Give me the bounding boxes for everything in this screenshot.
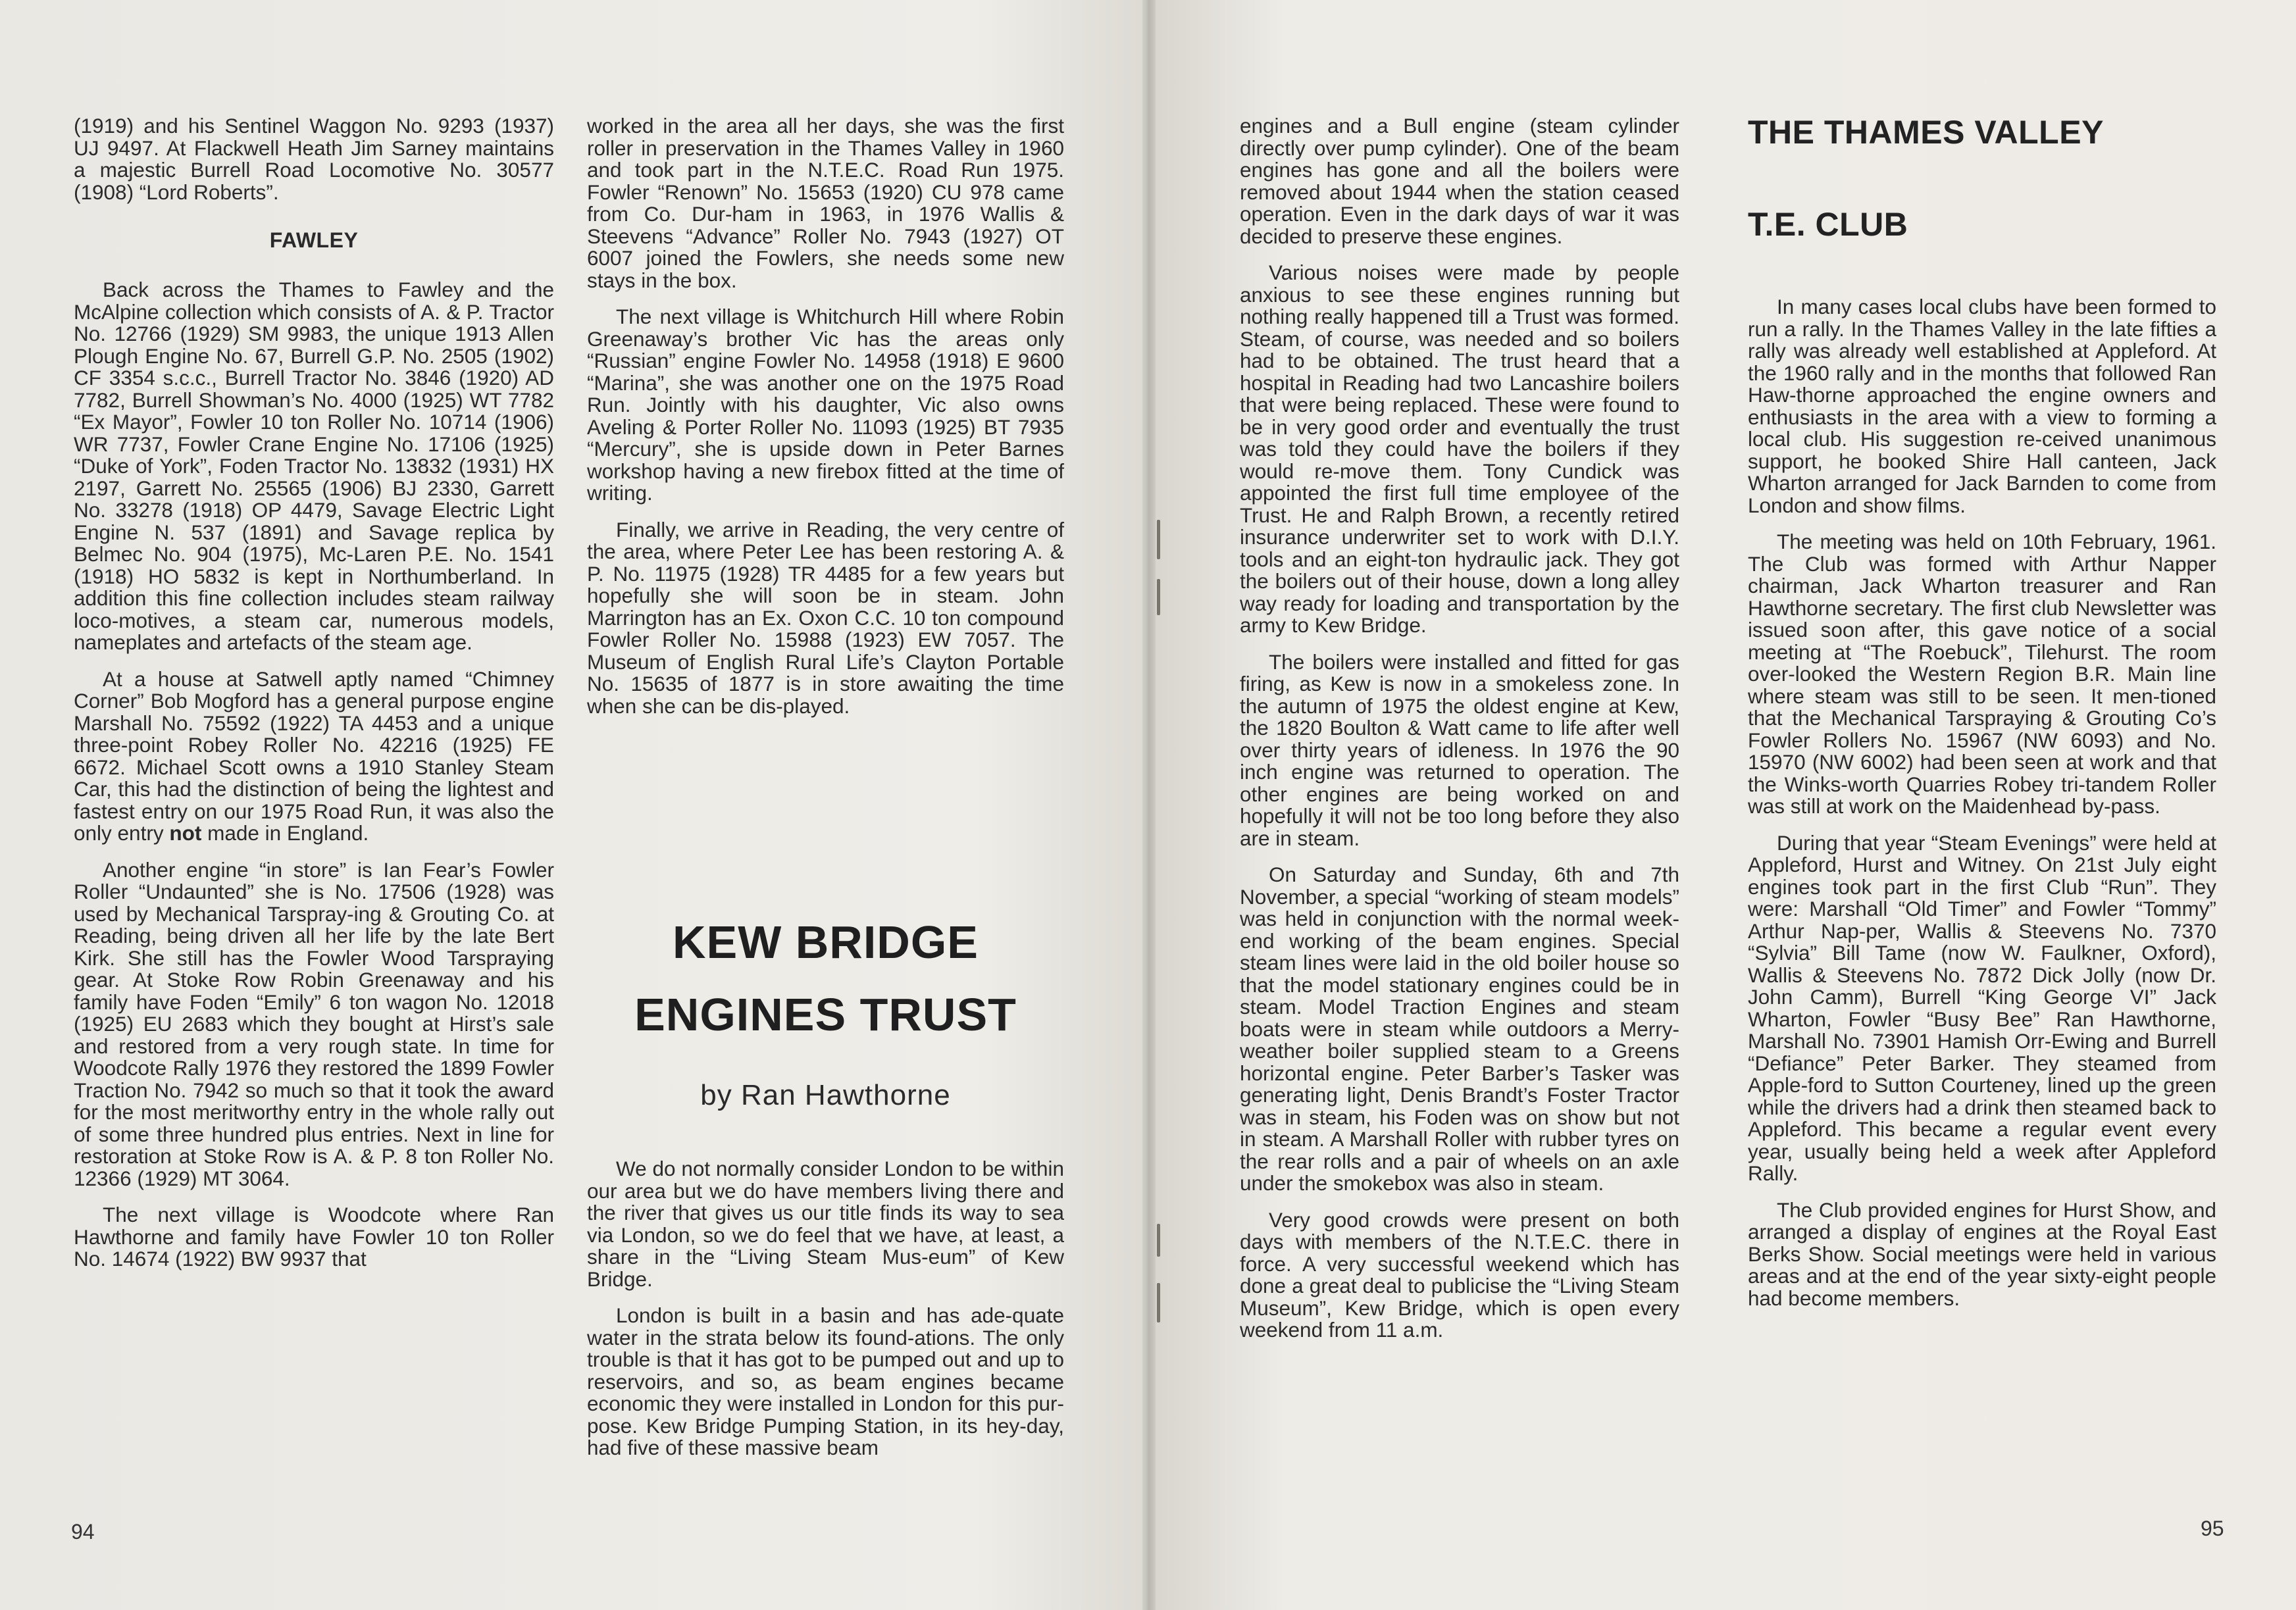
paragraph: London is built in a basin and has ade-quate water in the strata below its found-ations. The only trouble is that it has got to be pumped out and up to reservoirs, and so, as beam engines became economic they were installed in London for this pur-pose. Kew Bridge Pumping Station, in its hey-day, had five of these massive beam [587,1303,1064,1459]
left-page-column-1 [74,115,554,1285]
text-run: At a house at Satwell aptly named “Chimney Corner” Bob Mogford has a general purpose engine Marshall No. 75592 (1922) TA 4453 and a unique three-point Robey Roller No. 42216 (1925) FE 6672. Michael Scott owns a 1910 Stanley Steam Car, this had the distinction of being the lightest and fastest entry on our 1975 Road Run, it was also the only entry [74,667,554,845]
section-heading-fawley: FAWLEY [269,228,359,252]
text-run: made in England. [207,821,369,845]
paragraph: Back across the Thames to Fawley and the McAlpine collection which consists of A. & P. Tractor No. 12766 (1929) SM 9983, the unique 1913 Allen Plough Engine No. 67, Burrell G.P. No. 2505 (1902) CF 3354 s.c.c., Burrell Tractor No. 3846 (1920) AD 7782, Burrell Showman’s No. 4000 (1925) WT 7782 “Ex Mayor”, Fowler 10 ton Roller No. 10714 (1906) WR 7737, Fowler Crane Engine No. 17106 (1925) “Duke of York”, Foden Tractor No. 13832 (1931) HX 2197, Garrett No. 25565 (1906) BJ 2330, Garrett No. 33278 (1918) OP 4479, Savage Electric Light Engine N. 537 (1891) and Savage replica by Belmec No. 904 (1975), Mc-Laren P.E. No. 1541 (1918) HO 5832 is kept in Northumberland. In addition this fine collection includes steam railway loco-motives, a steam car, numerous models, nameplates and artefacts of the steam age. [74,278,554,654]
paragraph: The next village is Woodcote where Ran Hawthorne and family have Fowler 10 ton Roller No. 14674 (1922) BW 9937 that [74,1203,554,1270]
left-page-column-2-top [587,115,1064,732]
paragraph: During that year “Steam Evenings” were held at Appleford, Hurst and Witney. On 21st July eight engines took part in the first Club “Run”. They were: Marshall “Old Timer” and Fowler “Tommy” Arthur Nap-per, Wallis & Steevens No. 7370 “Sylvia” Bill Tame (now W. Faulkner, Oxford), Wallis & Steevens No. 7872 Dick Jolly (now Dr. John Camm), Burrell “King George VI” Jack Wharton, Fowler “Busy Bee” Ran Hawthorne, Marshall No. 73901 Hamish Orr-Ewing and Burrell “Defiance” Peter Barker. They steamed from Apple-ford to Sutton Courteney, lined up the green while the drivers had a drink then steamed back to Appleford. This became a regular event every year, usually being held a week after Appleford Rally. [1748,830,2216,1185]
page-number-left: 94 [71,1520,95,1544]
article-title-line-1: KEW BRIDGE [673,917,979,968]
paragraph: Finally, we arrive in Reading, the very centre of the area, where Peter Lee has been restoring A. & P. No. 11975 (1928) TR 4485 for a few years but hopefully she will soon be in steam. John Marrington has an Ex. Oxon C.C. 10 ton compound Fowler Roller No. 15988 (1923) EW 7057. The Museum of English Rural Life’s Clayton Portable No. 15635 of 1877 is in store awaiting the time when she can be dis-played. [587,517,1064,718]
right-page-column-1 [1240,115,1679,1356]
paragraph: Very good crowds were present on both days with members of the N.T.E.C. there in force. A very successful weekend which has done a great deal to publicise the “Living Steam Museum”, Kew Bridge, which is open every weekend from 11 a.m. [1240,1207,1679,1342]
article-title-line-2: ENGINES TRUST [634,989,1017,1040]
paragraph: The next village is Whitchurch Hill where Robin Greenaway’s brother Vic has the areas only “Russian” engine Fowler No. 14958 (1918) E 9600 “Marina”, she was another one on the 1975 Road Run. Jointly with his daughter, Vic also owns Aveling & Porter Roller No. 11093 (1925) BT 7935 “Mercury”, she is upside down in Peter Barnes workshop having a new firebox fitted at the time of writing. [587,305,1064,505]
article-byline: by Ran Hawthorne [700,1079,951,1111]
section-title-line-2: T.E. CLUB [1748,206,1908,243]
paragraph: (1919) and his Sentinel Waggon No. 9293 (1937) UJ 9497. At Flackwell Heath Jim Sarney maintains a majestic Burrell Road Locomotive No. 30577 (1908) “Lord Roberts”. [74,114,554,204]
section-title-line-1: THE THAMES VALLEY [1748,114,2104,151]
paragraph: On Saturday and Sunday, 6th and 7th November, a special “working of steam models” was held in conjunction with the normal week-end working of the beam engines. Special steam lines were laid in the old boiler house so that the model stationary engines could be in steam. Model Traction Engines and steam boats were in steam while outdoors a Merry-weather boiler supplied steam to a Greens horizontal engine. Peter Barber’s Tasker was generating light, Denis Brandt’s Foster Tractor was in steam, his Foden was on show but not in steam. A Marshall Roller with rubber tyres on the rear rolls and a pair of wheels on an axle under the smokebox was also in steam. [1240,863,1679,1195]
paragraph: The boilers were installed and fitted for gas firing, as Kew is now in a smokeless zone. In the autumn of 1975 the oldest engine at Kew, the 1820 Boulton & Watt came to life after well over thirty years of idleness. In 1976 the 90 inch engine was returned to operation. The other engines are being worked on and hopefully it will not be too long before they also are in steam. [1240,649,1679,850]
paragraph: worked in the area all her days, she was the first roller in preservation in the Thames Valley in 1960 and took part in the N.T.E.C. Road Run 1975. Fowler “Renown” No. 15653 (1920) CU 978 came from Co. Dur-ham in 1963, in 1976 Wallis & Steevens “Advance” Roller No. 7943 (1927) OT 6007 joined the Fowlers, she needs some new stays in the box. [587,114,1064,292]
paragraph: Various noises were made by people anxious to see these engines running but nothing really happened till a Trust was formed. Steam, of course, was needed and so boilers had to be obtained. The trust heard that a hospital in Reading had two Lancashire boilers that were being replaced. These were found to be in very good order and eventually the trust was told they could have the boilers if they would re-move them. Tony Cundick was appointed the first full time employee of the Trust. He and Ralph Brown, a recently retired insurance underwriter set to work with D.I.Y. tools and an eight-ton hydraulic jack. They got the boilers out of their house, down a long alley way ready for loading and transportation by the army to Kew Bridge. [1240,261,1679,637]
paragraph: The Club provided engines for Hurst Show, and arranged a display of engines at the Royal East Berks Show. Social meetings were held in various areas and at the end of the year sixty-eight people had become members. [1748,1197,2216,1310]
paragraph: We do not normally consider London to be within our area but we do have members living there and the river that gives us our title finds its way to sea via London, so we do feel that we have, at least, a share in the “Living Steam Mus-eum” of Kew Bridge. [587,1157,1064,1291]
staple-mark [1157,1283,1160,1322]
paragraph: The meeting was held on 10th February, 1961. The Club was formed with Arthur Napper chairman, Jack Wharton treasurer and Ran Hawthorne secretary. The first club Newsletter was issued soon after, this gave notice of a social meeting at “The Roebuck”, Tilehurst. The room over-looked the Western Region B.R. Main line where steam was still to be seen. It men-tioned that the Mechanical Tarspraying & Grouting Co’s Fowler Rollers No. 15967 (NW 6093) and No. 15970 (NW 6002) had been seen at work and that the Winks-worth Quarries Robey tri-tandem Roller was still at work on the Maidenhead by-pass. [1748,530,2216,818]
left-page-column-2-bottom [587,1158,1064,1474]
paragraph: In many cases local clubs have been formed to run a rally. In the Thames Valley in the late fifties a rally was already well established at Appleford. At the 1960 rally and in the months that followed Ran Haw-thorne approached the engine owners and enthusiasts in the area with a view to forming a local club. His suggestion re-ceived unanimous support, he booked Shire Hall canteen, Jack Wharton arranged for Jack Barnden to come from London and show films. [1748,295,2216,517]
paragraph: Another engine “in store” is Ian Fear’s Fowler Roller “Undaunted” she is No. 17506 (1928) was used by Mechanical Tarspray-ing & Grouting Co. at Reading, being driven all her life by the late Bert Kirk. She still has the Fowler Wood Tarspraying gear. At Stoke Row Robin Greenaway and his family have Foden “Emily” 6 ton wagon No. 12018 (1925) EU 2683 which they bought at Hirst’s sale and restored from a very rough state. In time for Woodcote Rally 1976 they restored the 1899 Fowler Traction No. 7942 so much so that it took the award for the most meritworthy entry in the whole rally out of some three hundred plus entries. Next in line for restoration at Stoke Row is A. & P. 8 ton Roller No. 12366 (1929) MT 3064. [74,857,554,1190]
paragraph [74,668,554,845]
staple-mark [1157,1224,1160,1257]
paragraph: engines and a Bull engine (steam cylinder directly over pump cylinder). One of the beam engines has gone and all the boilers were removed about 1944 when the station ceased operation. Even in the dark days of war it was decided to preserve these engines. [1240,114,1679,248]
staple-mark [1157,579,1160,615]
right-page-column-2 [1748,296,2216,1324]
staple-mark [1157,520,1160,559]
bold-word: not [169,821,202,845]
book-gutter [1142,0,1156,1610]
page-number-right: 95 [2201,1517,2224,1540]
right-page [1148,0,2296,1610]
